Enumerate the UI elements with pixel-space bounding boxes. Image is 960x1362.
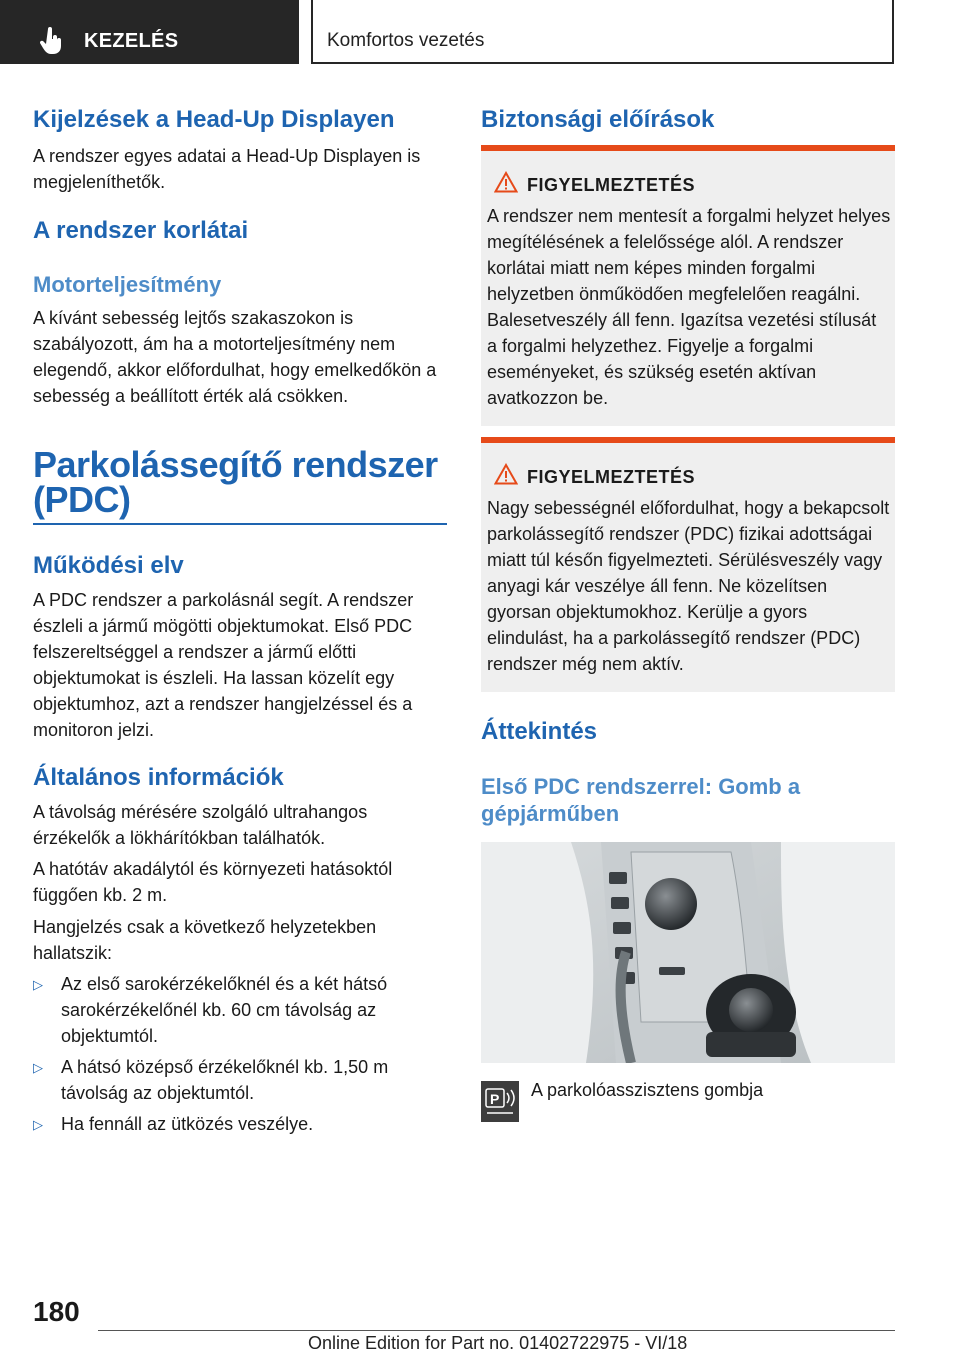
paragraph-hud: A rendszer egyes adatai a Head-Up Displayen is megjeleníthetők.	[33, 146, 421, 192]
heading-engine-power: Motorteljesítmény	[33, 272, 222, 297]
footer-rule	[98, 1330, 895, 1331]
breadcrumb: Komfortos vezetés	[327, 30, 485, 51]
heading-pdc-line1: Parkolássegítő rendszer	[33, 444, 438, 485]
heading-hud: Kijelzések a Head-Up Displayen	[33, 106, 395, 133]
heading-underline	[33, 523, 447, 525]
warning-bar	[481, 145, 895, 151]
parking-assistant-button-icon	[481, 1081, 519, 1122]
section-title: KEZELÉS	[84, 30, 179, 52]
heading-pdc-line2: (PDC)	[33, 479, 131, 520]
warning-triangle-icon	[494, 463, 518, 485]
header-section-tab	[0, 0, 299, 64]
triangle-bullet-icon: ▷	[33, 1060, 43, 1075]
list-item-text: Az első sarokérzékelőknél és a két hátsó sarokérzékelőnél kb. 60 cm távolság az objektumtól.	[61, 974, 388, 1046]
warning-title: FIGYELMEZTETÉS	[527, 467, 696, 487]
heading-overview: Áttekintés	[481, 718, 598, 745]
warning-text: A rendszer nem mentesít a forgalmi helyzet helyes megítélésének a felelőssége alól. A rendszer korlátai miatt nem képes minden forgalmi helyzetben önműködően megfelelően reagálni. Balesetveszély áll fenn. Igazítsa vezetési stílusát a forgalmi helyzethez. Figyelje a forgalmi eseményeket, és szükség esetén aktívan avatkozzon be.	[487, 206, 891, 408]
heading-principle: Működési elv	[33, 552, 184, 579]
center-console-photo	[481, 842, 895, 1063]
heading-safety: Biztonsági előírások	[481, 106, 715, 133]
page-number: 180	[33, 1296, 80, 1327]
paragraph-principle: A PDC rendszer a parkolásnál segít. A rendszer észleli a jármű mögötti objektumokat. Első PDC felszereltséggel a rendszer a jármű előtti objektumokat is észleli. Ha lassan közelít egy objektumhoz, azt a rendszer hangjelzéssel és a monitoron jelzi.	[33, 590, 414, 740]
footer-edition: Online Edition for Part no. 01402722975 - VI/18	[308, 1333, 688, 1353]
heading-limits: A rendszer korlátai	[33, 217, 249, 244]
paragraph-engine-power: A kívánt sebesség lejtős szakaszokon is szabályozott, ám ha a motorteljesítmény nem elegendő, akkor előfordulhat, hogy emelkedőkön a sebesség a beállított érték alá csökken.	[33, 308, 437, 406]
paragraph-general-1: A távolság mérésére szolgáló ultrahangos érzékelők a lökhárítókban találhatók.	[33, 802, 368, 848]
list-item-text: Ha fennáll az ütközés veszélye.	[61, 1114, 314, 1134]
warning-box	[481, 145, 895, 426]
hand-pointer-icon	[40, 27, 64, 55]
svg-text:P: P	[490, 1091, 500, 1107]
heading-general: Általános információk	[33, 764, 284, 791]
breadcrumb-box	[311, 0, 894, 64]
paragraph-general-2: A hatótáv akadálytól és környezeti hatásoktól függően kb. 2 m.	[33, 859, 393, 905]
triangle-bullet-icon: ▷	[33, 977, 43, 992]
list-item	[33, 1111, 447, 1137]
warning-text: Nagy sebességnél előfordulhat, hogy a bekapcsolt parkolássegítő rendszer (PDC) fizikai adottságai miatt túl későn figyelmezteti. Sérülésveszély vagy anyagi kár veszélye áll fenn. Ne közelítsen gyorsan objektumokhoz. Kerülje a gyors elindulást, ha a parkolássegítő rendszer (PDC) rendszer még nem aktív.	[487, 498, 890, 674]
warning-bar	[481, 437, 895, 443]
heading-front-pdc-button: Első PDC rendszerrel: Gomb a gépjárműben	[481, 774, 801, 826]
list-item	[33, 971, 447, 1049]
paragraph-general-3: Hangjelzés csak a következő helyzetekben hallatszik:	[33, 917, 377, 963]
photo-caption: A parkolóasszisztens gombja	[531, 1080, 764, 1100]
warning-title: FIGYELMEZTETÉS	[527, 175, 696, 195]
triangle-bullet-icon: ▷	[33, 1117, 43, 1132]
warning-triangle-icon	[494, 171, 518, 193]
list-item-text: A hátsó középső érzékelőknél kb. 1,50 m távolság az objektumtól.	[61, 1057, 389, 1103]
warning-box	[481, 437, 895, 692]
list-item	[33, 1054, 447, 1106]
